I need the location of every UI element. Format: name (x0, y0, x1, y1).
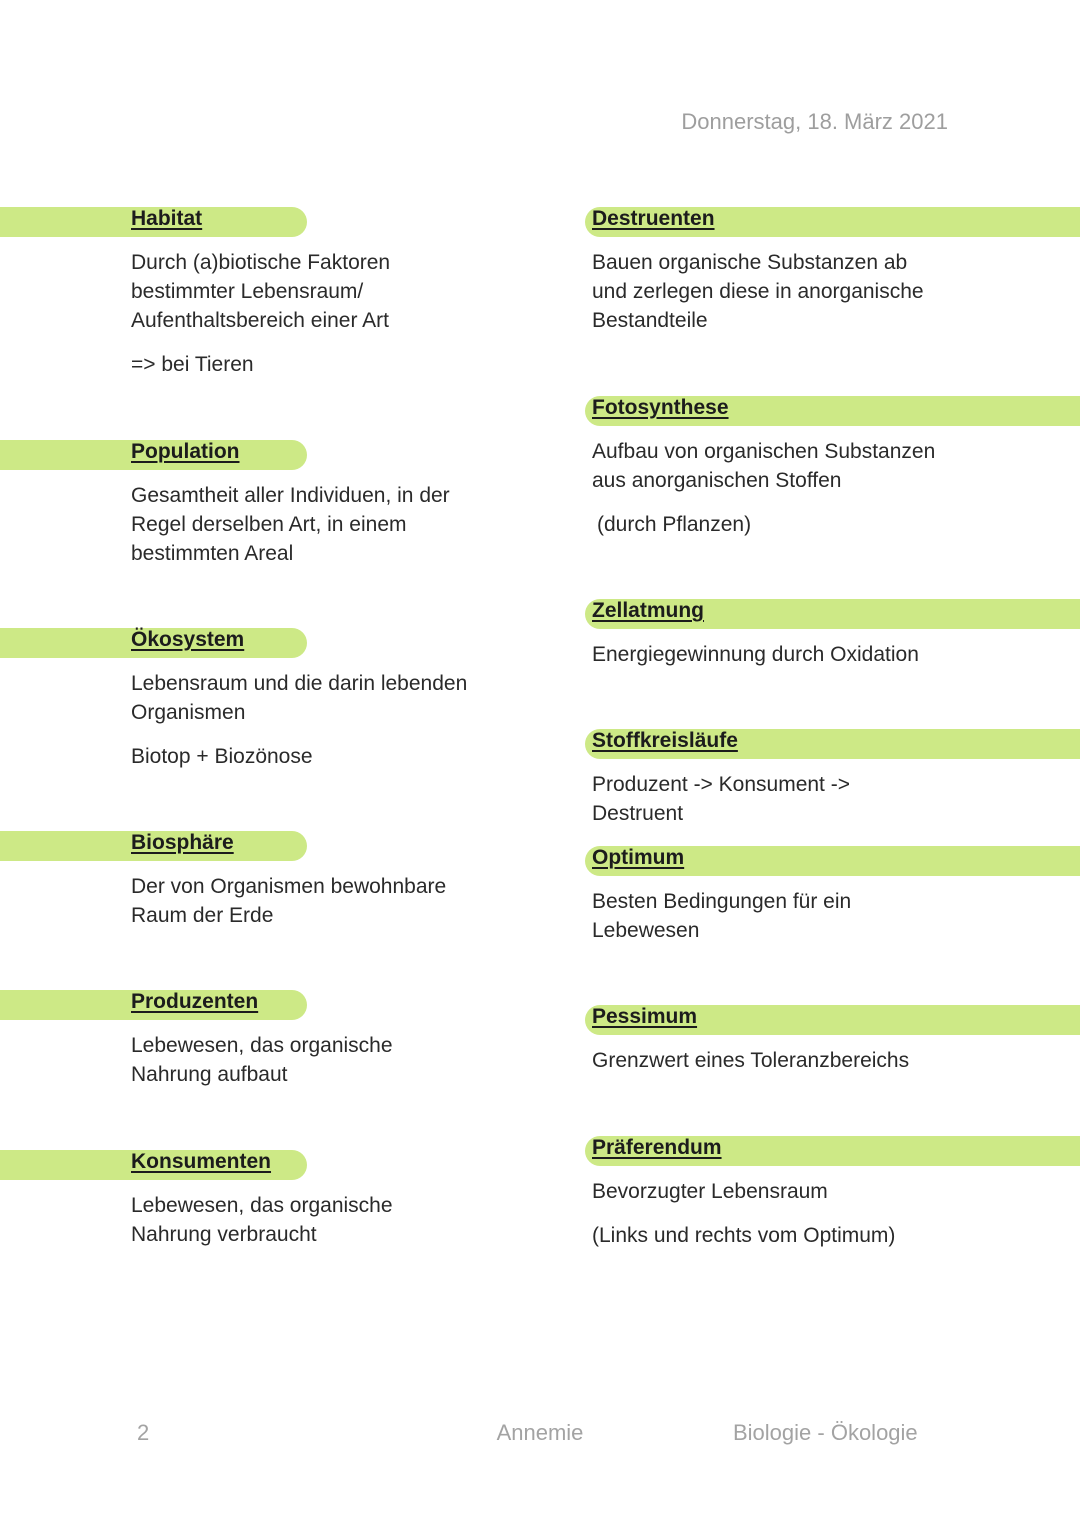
definition-line: => bei Tieren (131, 353, 254, 376)
definition-line: und zerlegen diese in anorganische (592, 280, 924, 303)
term-title: Stoffkreisläufe (592, 729, 738, 752)
term-block-destruenten (585, 204, 1080, 335)
definition-line: (Links und rechts vom Optimum) (592, 1224, 896, 1247)
term-definition (131, 248, 540, 379)
term-title: Ökosystem (131, 628, 245, 651)
definition-line: Durch (a)biotische Faktoren (131, 251, 391, 274)
definition-line: Nahrung aufbaut (131, 1063, 288, 1086)
term-definition (592, 887, 1080, 945)
definition-line: Aufenthaltsbereich einer Art (131, 309, 389, 332)
term-title: Biosphäre (131, 831, 234, 854)
definition-line: Lebewesen, das organische (131, 1194, 393, 1217)
definition-line: Nahrung verbraucht (131, 1223, 317, 1246)
definition-paragraph (131, 481, 540, 568)
page-date: Donnerstag, 18. März 2021 (681, 109, 948, 134)
footer-author: Annemie (496, 1420, 584, 1445)
definition-line: Aufbau von organischen Substanzen (592, 440, 936, 463)
definition-line: Gesamtheit aller Individuen, in der (131, 484, 450, 507)
definition-line: Organismen (131, 701, 246, 724)
footer-subject: Biologie - Ökologie (733, 1420, 918, 1445)
definition-paragraph (131, 1031, 540, 1089)
definition-line: (durch Pflanzen) (597, 513, 752, 536)
definition-line: Bevorzugter Lebensraum (592, 1180, 828, 1203)
term-block-population (0, 437, 540, 568)
term-definition (592, 437, 1080, 539)
definition-line: Besten Bedingungen für ein (592, 890, 852, 913)
definition-line: bestimmter Lebensraum/ (131, 280, 364, 303)
term-block-pessimum (585, 1002, 1080, 1075)
term-block-optimum (585, 843, 1080, 945)
definition-paragraph (131, 1191, 540, 1249)
definition-line: Lebensraum und die darin lebenden (131, 672, 468, 695)
definition-line: Grenzwert eines Toleranzbereichs (592, 1049, 910, 1072)
term-definition (592, 770, 1080, 828)
term-definition (592, 1046, 1080, 1075)
definition-line: bestimmten Areal (131, 542, 294, 565)
definition-line: Der von Organismen bewohnbare (131, 875, 447, 898)
term-block-biosphaere (0, 828, 540, 930)
term-definition (131, 872, 540, 930)
definition-line: Lebewesen, das organische (131, 1034, 393, 1057)
definition-paragraph (131, 872, 540, 930)
term-title: Habitat (131, 207, 203, 230)
term-definition (131, 1031, 540, 1089)
term-title: Destruenten (592, 207, 715, 230)
term-title: Präferendum (592, 1136, 722, 1159)
term-block-fotosynthese (585, 393, 1080, 539)
term-block-konsumenten (0, 1147, 540, 1249)
term-title: Fotosynthese (592, 396, 729, 419)
definition-paragraph (592, 510, 1080, 539)
definition-line: Produzent -> Konsument -> (592, 773, 850, 796)
term-definition (592, 640, 1080, 669)
term-title: Produzenten (131, 990, 259, 1013)
definition-paragraph (592, 640, 1080, 669)
definition-paragraph (131, 742, 540, 771)
term-definition (131, 1191, 540, 1249)
definition-line: Bestandteile (592, 309, 708, 332)
definition-line: Regel derselben Art, in einem (131, 513, 407, 536)
term-title: Optimum (592, 846, 685, 869)
definition-line: Raum der Erde (131, 904, 274, 927)
definition-paragraph (131, 248, 540, 335)
definition-paragraph (592, 1221, 1080, 1250)
term-definition (131, 481, 540, 568)
definition-line: Energiegewinnung durch Oxidation (592, 643, 919, 666)
definition-paragraph (592, 770, 1080, 828)
term-block-produzenten (0, 987, 540, 1089)
definition-paragraph (131, 669, 540, 727)
definition-line: Bauen organische Substanzen ab (592, 251, 908, 274)
definition-paragraph (592, 1177, 1080, 1206)
definition-paragraph (592, 887, 1080, 945)
definition-paragraph (131, 350, 540, 379)
definition-line: aus anorganischen Stoffen (592, 469, 842, 492)
term-block-praeferendum (585, 1133, 1080, 1250)
term-definition (592, 1177, 1080, 1250)
definition-paragraph (592, 248, 1080, 335)
term-definition (592, 248, 1080, 335)
term-title: Konsumenten (131, 1150, 272, 1173)
term-definition (131, 669, 540, 771)
page-number: 2 (137, 1420, 150, 1445)
term-title: Zellatmung (592, 599, 705, 622)
definition-line: Biotop + Biozönose (131, 745, 313, 768)
term-title: Pessimum (592, 1005, 698, 1028)
term-block-stoffkreislaeufe (585, 726, 1080, 828)
definition-paragraph (592, 1046, 1080, 1075)
term-block-zellatmung (585, 596, 1080, 669)
term-block-habitat (0, 204, 540, 379)
definition-paragraph (592, 437, 1080, 495)
term-title: Population (131, 440, 240, 463)
term-block-oekosystem (0, 625, 540, 771)
definition-line: Lebewesen (592, 919, 700, 942)
definition-line: Destruent (592, 802, 684, 825)
